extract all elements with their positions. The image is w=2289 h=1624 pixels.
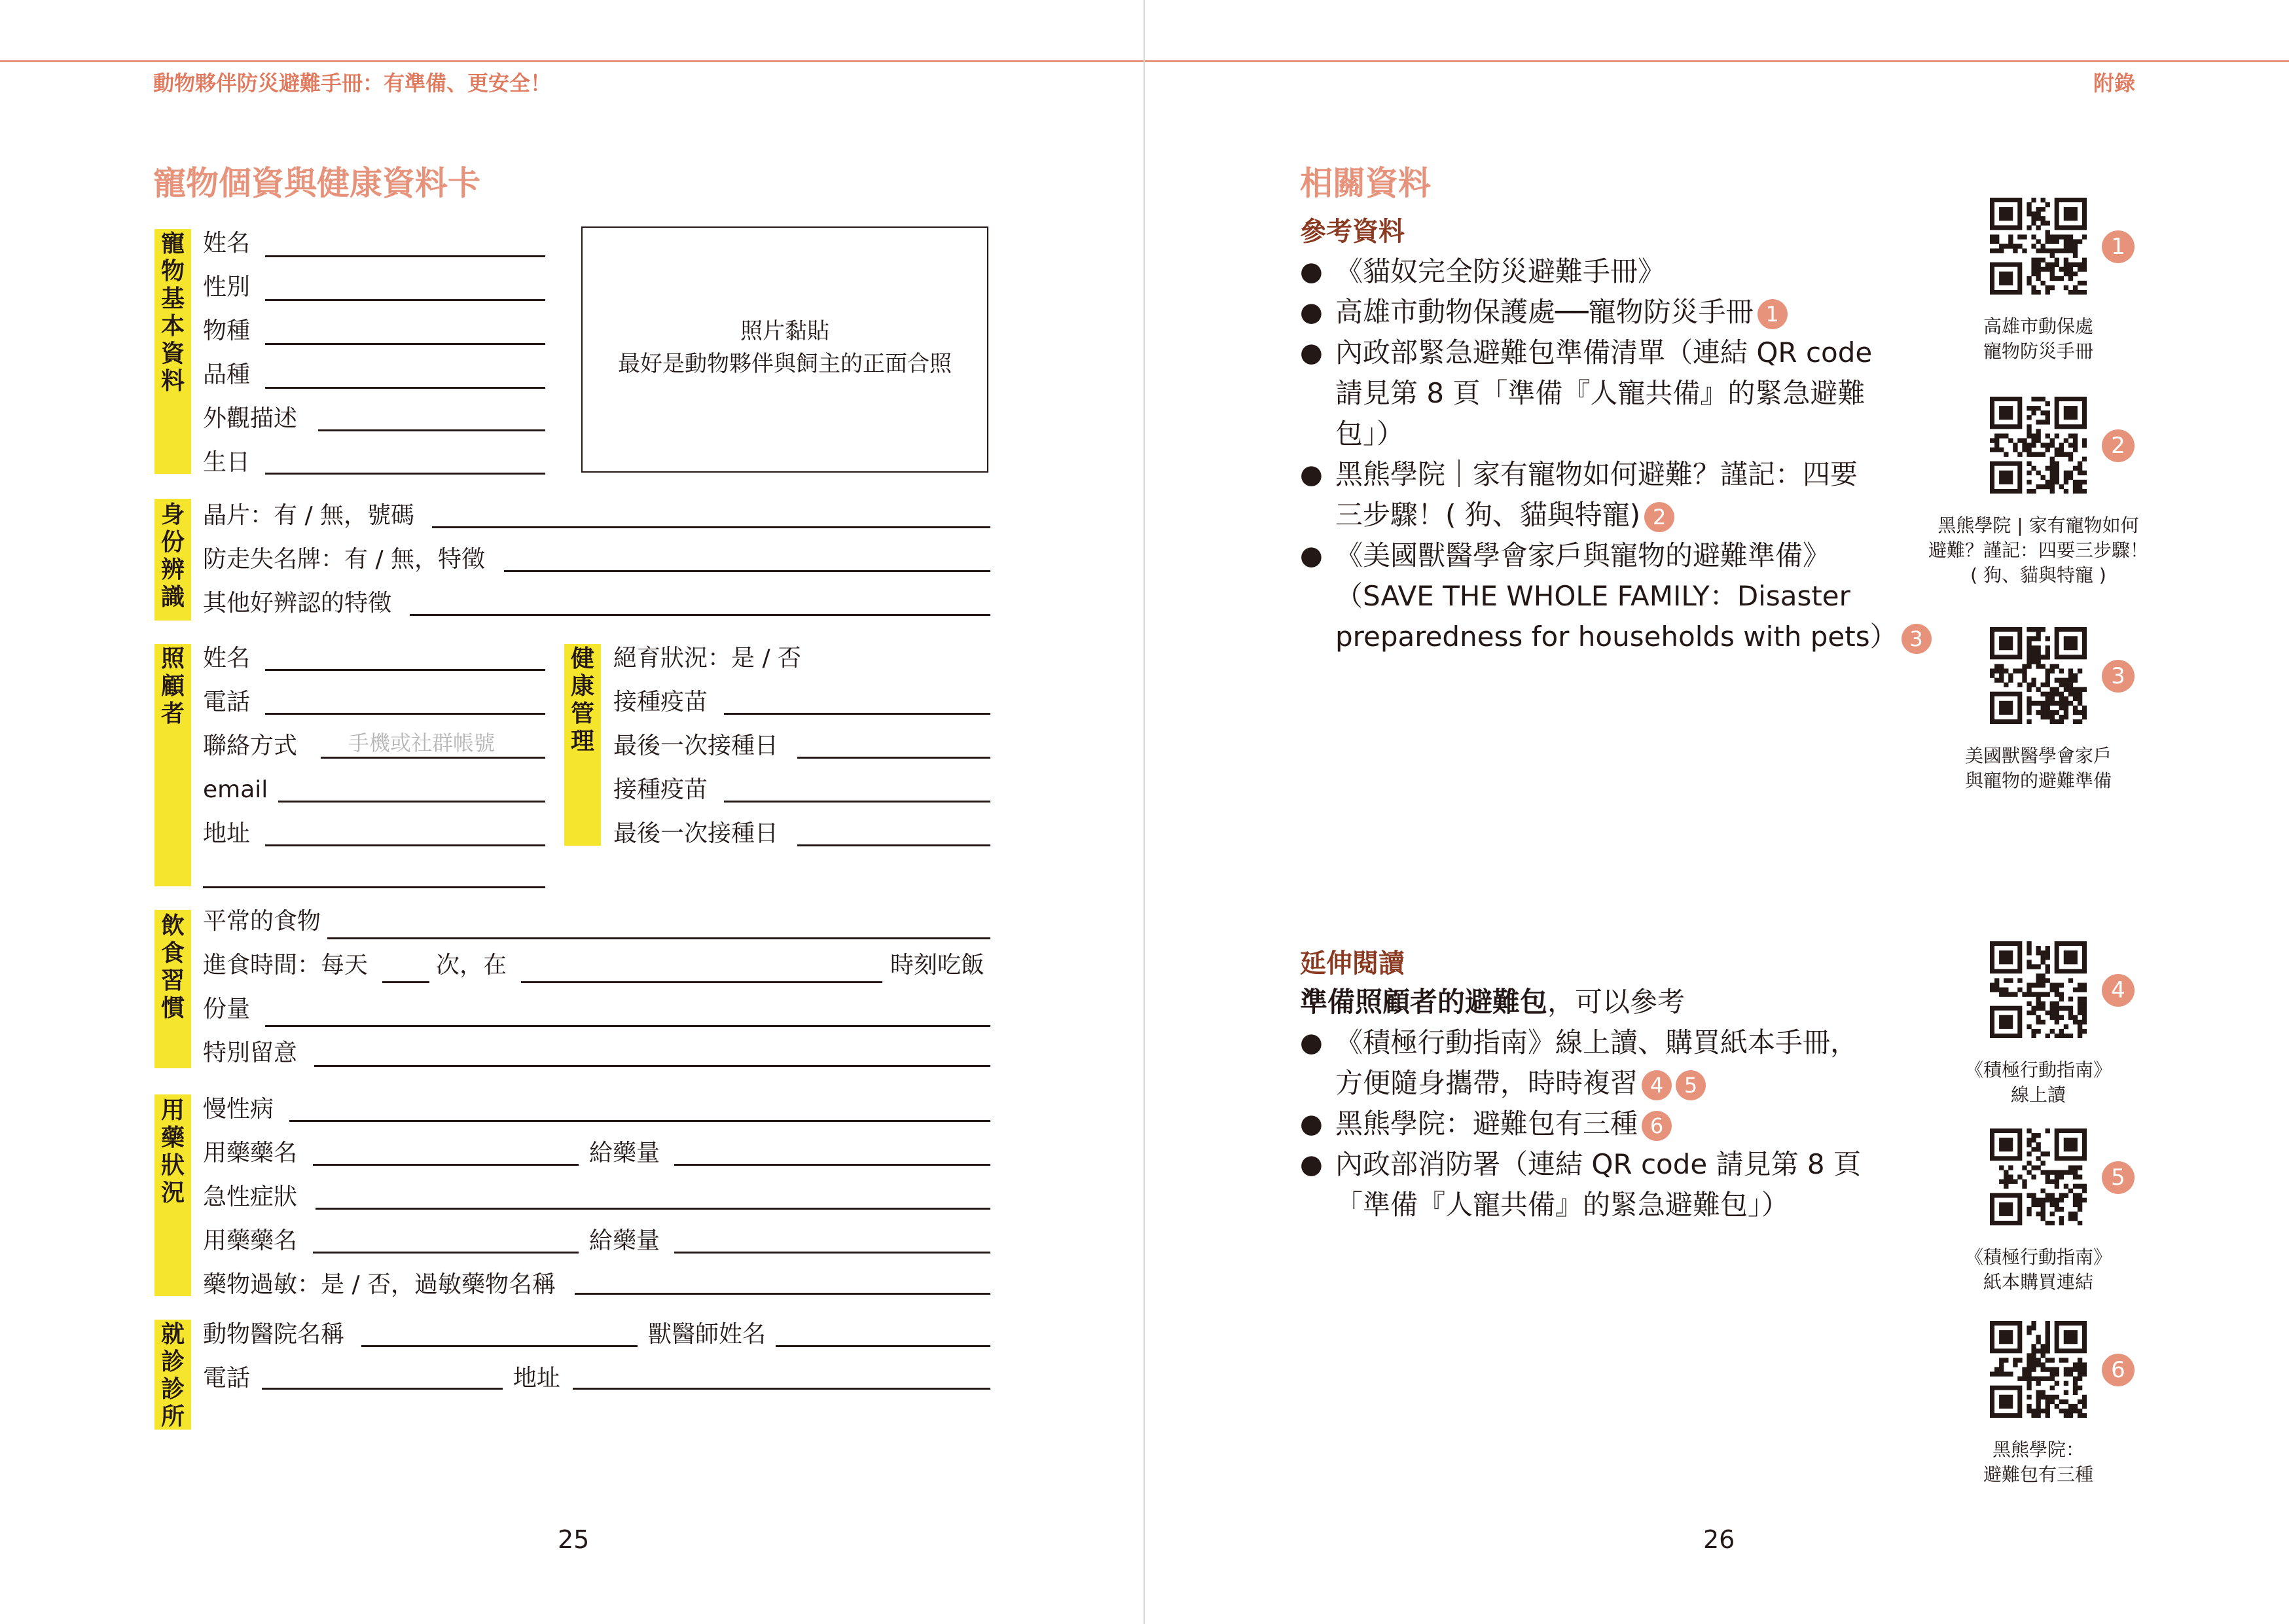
reference-number-badge: 1 (1757, 299, 1788, 329)
reference-number-badge: 5 (1676, 1070, 1706, 1100)
field-label-meal-mid: 次，在 (436, 952, 507, 979)
field-label-portion: 份量 (203, 996, 251, 1022)
field-label-species: 物種 (203, 317, 251, 344)
field-label-caretaker-phone: 電話 (203, 689, 251, 715)
further-reading-item-line (1335, 1022, 1858, 1063)
further-reading-item-text: 黑熊學院：避難包有三種 (1335, 1108, 1638, 1140)
field-label-tag: 防走失名牌：有 / 無，特徵 (203, 546, 486, 573)
qr-caption: 與寵物的避難準備 (1964, 770, 2112, 791)
reference-number-badge: 4 (1642, 1070, 1672, 1100)
section-label-basic: 寵 物 基 本 資 料 (160, 230, 185, 395)
field-label-drug-1: 用藥藥名 (203, 1140, 298, 1166)
reference-bullet: ● (1300, 338, 1323, 368)
further-reading-item-line (1335, 1144, 1861, 1185)
field-line-vaccine-1[interactable] (724, 713, 990, 715)
qr-caption: 線上讀 (2010, 1084, 2066, 1106)
field-line-last-dose-2[interactable] (797, 844, 990, 846)
field-label-address: 地址 (203, 820, 251, 847)
qr-caption: 黑熊學院： (1992, 1439, 2084, 1460)
reference-item-line (1335, 414, 1404, 454)
field-label-vet: 獸醫師姓名 (648, 1321, 766, 1348)
field-line-address-extra[interactable] (203, 886, 545, 888)
page-number-right: 26 (1703, 1525, 1735, 1554)
reference-bullet: ● (1300, 541, 1323, 571)
qr-number-badge: 2 (2102, 429, 2135, 462)
field-line-appearance[interactable] (318, 429, 545, 431)
section-label-clinic: 就 診 診 所 (160, 1321, 185, 1430)
field-label-last-dose-2: 最後一次接種日 (613, 820, 779, 847)
further-reading-item-line (1335, 1185, 1789, 1225)
qr-caption: ( 狗、貓與特寵 ) (1970, 564, 2106, 586)
reference-item-line (1335, 292, 1788, 333)
further-reading-bullet: ● (1300, 1028, 1323, 1058)
field-line-sex[interactable] (265, 299, 545, 301)
further-reading-item-text: 「準備『人寵共備』的緊急避難包」） (1335, 1189, 1790, 1221)
field-line-chronic[interactable] (289, 1120, 990, 1122)
reference-item-line (1335, 576, 1850, 617)
field-line-drug-1[interactable] (313, 1164, 579, 1166)
reference-item-text: 高雄市動物保護處──寵物防災手冊 (1335, 296, 1754, 328)
field-line-vet[interactable] (776, 1345, 990, 1347)
qr-code[interactable] (1990, 941, 2087, 1038)
further-reading-intro-rest: ，可以參考 (1547, 986, 1685, 1018)
field-label-birthday: 生日 (203, 449, 251, 476)
field-line-features[interactable] (410, 614, 990, 616)
qr-code[interactable] (1990, 1321, 2087, 1418)
page-gutter (1144, 0, 1145, 1624)
field-line-hospital[interactable] (361, 1345, 638, 1347)
section-label-diet: 飲 食 習 慣 (160, 912, 185, 1022)
photo-box-title: 照片黏貼 (740, 318, 829, 344)
section-label-caretaker: 照 顧 者 (160, 645, 185, 727)
field-label-drug-2: 用藥藥名 (203, 1227, 298, 1254)
qr-code[interactable] (1990, 627, 2087, 724)
right-page-title: 相關資料 (1300, 164, 1431, 202)
field-line-vaccine-2[interactable] (724, 801, 990, 803)
qr-number-badge: 3 (2102, 660, 2135, 693)
qr-number-badge: 6 (2102, 1354, 2135, 1386)
field-line-species[interactable] (265, 343, 545, 345)
qr-number-badge: 1 (2102, 230, 2135, 263)
section-label-medication: 用 藥 狀 況 (160, 1097, 185, 1206)
page-title: 寵物個資與健康資料卡 (153, 164, 480, 202)
page-number-left: 25 (558, 1525, 590, 1554)
field-label-meal-suffix: 時刻吃飯 (890, 952, 985, 979)
field-line-meal-times[interactable] (521, 981, 882, 983)
field-line-portion[interactable] (265, 1025, 990, 1027)
further-reading-bullet: ● (1300, 1149, 1323, 1180)
field-line-clinic-phone[interactable] (262, 1388, 503, 1390)
field-label-features: 其他好辨認的特徵 (203, 590, 392, 617)
reference-item-line (1335, 617, 1932, 657)
reference-item-text: preparedness for households with pets） (1335, 621, 1898, 653)
further-reading-item-line (1335, 1063, 1706, 1104)
field-label-breed: 品種 (203, 361, 251, 388)
field-label-dose-1: 給藥量 (589, 1140, 660, 1166)
reference-item-text: 三步驟！( 狗、貓與特寵) (1335, 499, 1641, 531)
field-line-diet-notes[interactable] (314, 1065, 990, 1067)
field-line-last-dose-1[interactable] (797, 757, 990, 759)
further-reading-item-line (1335, 1104, 1672, 1144)
qr-code[interactable] (1990, 198, 2087, 295)
field-line-dose-2[interactable] (674, 1252, 990, 1254)
field-label-usual-food: 平常的食物 (203, 908, 321, 935)
running-title-left: 動物夥伴防災避難手冊：有準備、更安全！ (153, 71, 552, 96)
field-label-acute: 急性症狀 (203, 1183, 298, 1210)
field-line-drug-2[interactable] (313, 1252, 579, 1254)
reference-item-text: 《美國獸醫學會家戶與寵物的避難準備》 (1335, 539, 1831, 571)
reference-item-text: 黑熊學院｜家有寵物如何避難？謹記：四要 (1335, 458, 1858, 490)
further-reading-item-text: 方便隨身攜帶，時時複習 (1335, 1067, 1638, 1099)
field-line-acute[interactable] (315, 1208, 990, 1210)
qr-code[interactable] (1990, 397, 2087, 494)
field-line-allergy[interactable] (575, 1293, 990, 1295)
field-label-allergy: 藥物過敏：是 / 否，過敏藥物名稱 (203, 1271, 556, 1298)
field-line-address[interactable] (265, 844, 545, 846)
qr-number-badge: 5 (2102, 1161, 2135, 1194)
field-line-caretaker-phone[interactable] (265, 713, 545, 715)
field-label-vaccine-1: 接種疫苗 (613, 689, 708, 715)
field-line-caretaker-name[interactable] (265, 669, 545, 671)
field-line-name[interactable] (265, 255, 545, 257)
qr-number-badge: 4 (2102, 974, 2135, 1007)
field-label-meal-time: 進食時間：每天 (203, 952, 369, 979)
reference-number-badge: 2 (1644, 502, 1674, 532)
field-line-clinic-address[interactable] (573, 1388, 990, 1390)
reference-item-text: （SAVE THE WHOLE FAMILY：Disaster (1335, 580, 1850, 612)
further-reading-item-text: 《積極行動指南》線上讀、購買紙本手冊， (1335, 1026, 1858, 1058)
reference-item-text: 請見第 8 頁「準備『人寵共備』的緊急避難 (1335, 377, 1865, 409)
reference-item-text: 內政部緊急避難包準備清單（連結 QR code (1335, 336, 1873, 369)
field-label-caretaker-name: 姓名 (203, 645, 251, 672)
field-line-chip[interactable] (432, 526, 990, 528)
qr-caption: 寵物防災手冊 (1983, 340, 2093, 362)
field-line-meal-count[interactable] (382, 981, 429, 983)
qr-caption: 《積極行動指南》 (1964, 1246, 2112, 1268)
field-line-contact[interactable] (321, 757, 545, 759)
field-label-email: email (203, 776, 268, 803)
qr-caption: 避難包有三種 (1983, 1464, 2093, 1485)
reference-item-line (1335, 251, 1665, 292)
qr-caption: 紙本購買連結 (1983, 1271, 2093, 1293)
field-label-sex: 性別 (203, 274, 251, 300)
reference-number-badge: 3 (1901, 624, 1932, 654)
field-label-hospital: 動物醫院名稱 (203, 1321, 345, 1348)
field-label-diet-notes: 特別留意 (203, 1039, 298, 1066)
reference-item-line (1335, 495, 1674, 535)
field-line-birthday[interactable] (265, 473, 545, 475)
field-label-contact: 聯絡方式 (203, 732, 298, 759)
reference-item-text: 包」） (1335, 418, 1405, 450)
field-line-usual-food[interactable] (327, 937, 990, 939)
field-label-chip: 晶片：有 / 無，號碼 (203, 502, 415, 529)
reference-bullet: ● (1300, 297, 1323, 327)
field-label-name: 姓名 (203, 230, 251, 257)
reference-item-line (1335, 535, 1830, 576)
further-reading-intro (1300, 982, 1685, 1022)
field-line-tag[interactable] (504, 570, 990, 572)
field-label-dose-2: 給藥量 (589, 1227, 660, 1254)
further-reading-heading: 延伸閱讀 (1300, 948, 1405, 979)
field-line-email[interactable] (278, 801, 545, 803)
references-heading: 參考資料 (1300, 217, 1405, 247)
reference-bullet: ● (1300, 257, 1323, 287)
qr-caption: 高雄市動保處 (1983, 316, 2093, 337)
reference-item-line (1335, 333, 1872, 373)
photo-box-hint: 最好是動物夥伴與飼主的正面合照 (618, 351, 952, 377)
qr-caption: 美國獸醫學會家戶 (1964, 745, 2112, 767)
field-label-chronic: 慢性病 (203, 1096, 274, 1123)
field-label-neuter: 絕育狀況：是 / 否 (613, 645, 802, 672)
reference-bullet: ● (1300, 460, 1323, 490)
reference-item-line (1335, 373, 1865, 414)
reference-number-badge: 6 (1642, 1111, 1672, 1141)
further-reading-bullet: ● (1300, 1109, 1323, 1139)
field-label-clinic-phone: 電話 (203, 1365, 251, 1392)
further-reading-item-text: 內政部消防署（連結 QR code 請見第 8 頁 (1335, 1148, 1862, 1180)
qr-caption: 《積極行動指南》 (1964, 1059, 2112, 1081)
qr-caption: 黑熊學院 | 家有寵物如何 (1938, 514, 2139, 536)
field-label-last-dose-1: 最後一次接種日 (613, 732, 779, 759)
field-label-vaccine-2: 接種疫苗 (613, 776, 708, 803)
further-reading-intro-bold: 準備照顧者的避難包 (1300, 986, 1548, 1018)
field-line-dose-1[interactable] (674, 1164, 990, 1166)
field-label-appearance: 外觀描述 (203, 405, 298, 432)
field-line-breed[interactable] (265, 387, 545, 389)
running-title-right: 附錄 (2093, 71, 2136, 96)
field-label-clinic-address: 地址 (513, 1365, 561, 1392)
qr-code[interactable] (1990, 1128, 2087, 1225)
section-label-identity: 身 份 辨 識 (160, 501, 185, 611)
contact-hint: 手機或社群帳號 (348, 731, 496, 755)
section-label-health: 健 康 管 理 (570, 645, 594, 755)
qr-caption: 避難？謹記：四要三步驟！ (1928, 539, 2148, 561)
reference-item-text: 《貓奴完全防災避難手冊》 (1335, 255, 1666, 287)
reference-item-line (1335, 454, 1858, 495)
